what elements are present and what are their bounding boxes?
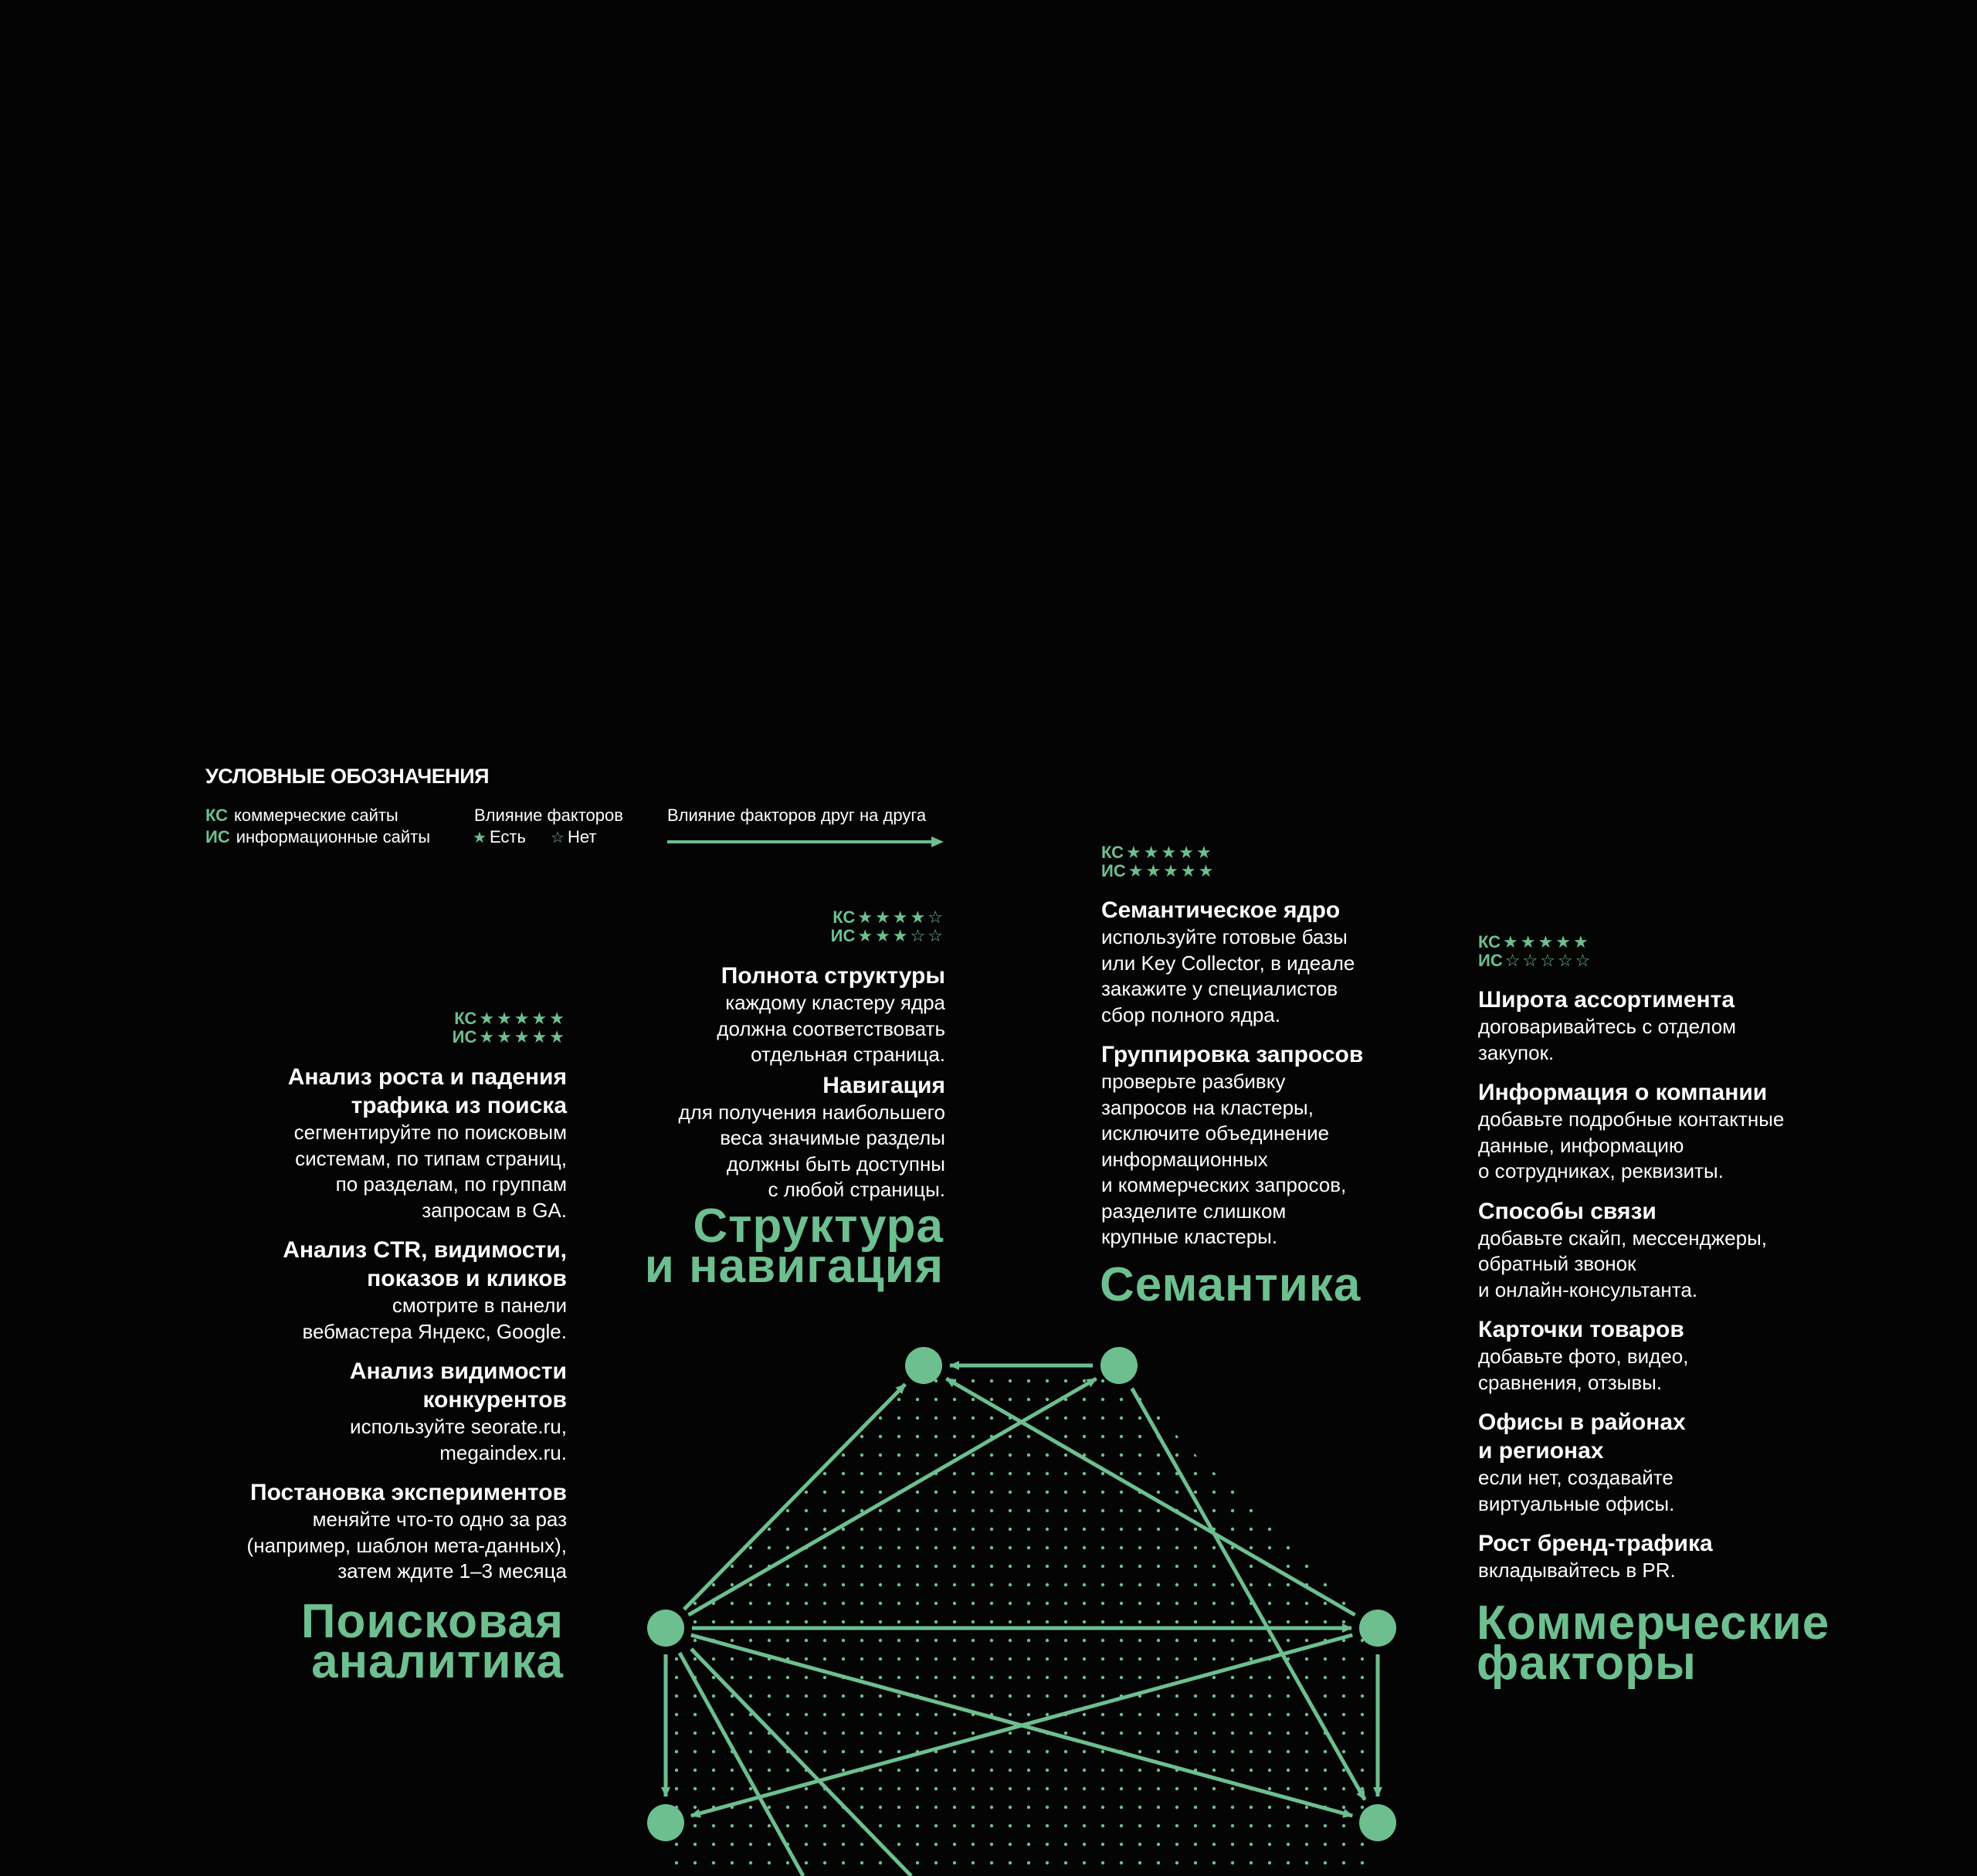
filled-star-icon: ★ xyxy=(1128,861,1144,880)
node-bottomR xyxy=(1359,1804,1396,1841)
filled-star-icon: ★ xyxy=(1163,861,1178,880)
semantics-rating-is xyxy=(1101,862,1216,880)
filled-star-icon: ★ xyxy=(875,926,890,945)
filled-star-icon: ★ xyxy=(892,907,908,927)
item-text: меняйте что-то одно за раз xyxy=(312,1508,567,1531)
item-text: закажите у специалистов xyxy=(1101,977,1338,1000)
semantics-item xyxy=(1101,1040,1363,1250)
semantics-item xyxy=(1101,896,1363,1028)
rating-tag: ИС xyxy=(452,1027,477,1047)
filled-star-icon: ★ xyxy=(479,1027,495,1047)
item-text: крупные кластеры. xyxy=(1101,1225,1278,1248)
commercial-item xyxy=(1478,1197,1784,1304)
rating-tag: ИС xyxy=(830,926,856,945)
analytics-rating xyxy=(432,1009,567,1047)
item-text: сегментируйте по поисковым xyxy=(293,1121,567,1144)
filled-star-icon: ★ xyxy=(1555,932,1571,952)
item-text: виртуальные офисы. xyxy=(1478,1491,1675,1515)
filled-star-icon: ★ xyxy=(531,1027,548,1047)
item-text: по разделам, по группам xyxy=(335,1172,567,1196)
semantics-title xyxy=(1100,1258,1362,1311)
item-heading: Анализ роста и падения xyxy=(287,1064,567,1090)
item-text: договаривайтесь с отделом xyxy=(1478,1015,1737,1038)
item-text: должна соответствовать xyxy=(717,1016,945,1040)
item-text: добавьте скайп, мессенджеры, xyxy=(1478,1226,1768,1250)
analytics-items xyxy=(178,1063,567,1585)
filled-star-icon: ★ xyxy=(497,1009,512,1028)
item-heading: Анализ видимости xyxy=(349,1359,567,1384)
legend-is xyxy=(205,826,430,848)
rating-tag: КС xyxy=(1101,843,1124,862)
item-text: закупок. xyxy=(1478,1040,1555,1064)
commercial-items xyxy=(1478,985,1784,1584)
filled-star-icon: ★ xyxy=(1126,843,1141,862)
item-text: каждому кластеру ядра xyxy=(725,991,945,1014)
commercial-title-line2: факторы xyxy=(1477,1637,1697,1690)
no-label: Нет xyxy=(567,827,597,846)
legend-arrow-icon xyxy=(667,834,945,850)
semantics-title-line1: Семантика xyxy=(1100,1258,1362,1311)
item-text: используйте seorate.ru, xyxy=(350,1415,567,1438)
commercial-item xyxy=(1478,1408,1784,1517)
filled-star-icon: ★ xyxy=(910,907,926,927)
empty-star-icon: ☆ xyxy=(1575,951,1591,970)
item-text: о сотрудниках, реквизиты. xyxy=(1478,1159,1724,1182)
semantics-rating xyxy=(1101,843,1216,880)
item-text: веса значимые разделы xyxy=(720,1126,945,1149)
filled-star-icon: ★ xyxy=(1178,843,1194,862)
item-heading: Полнота структуры xyxy=(721,963,945,989)
item-text: исключите объединение xyxy=(1101,1121,1330,1145)
empty-star-icon: ☆ xyxy=(927,926,943,945)
item-text: должны быть доступны xyxy=(726,1152,945,1175)
rating-tag: КС xyxy=(1478,932,1501,952)
item-heading: Широта ассортимента xyxy=(1478,987,1735,1013)
influence-legend xyxy=(473,826,596,849)
analytics-item xyxy=(178,1357,567,1466)
filled-star-icon: ★ xyxy=(1161,843,1177,862)
item-text: данные, информацию xyxy=(1478,1133,1684,1157)
structure-rating-ks xyxy=(803,908,945,927)
commercial-item xyxy=(1478,1078,1784,1185)
filled-star-icon: ★ xyxy=(1145,861,1161,880)
is-tag: ИС xyxy=(205,827,230,846)
item-text: системам, по типам страниц, xyxy=(295,1146,567,1170)
filled-star-icon: ★ xyxy=(857,926,873,945)
filled-star-icon: ★ xyxy=(1503,932,1518,952)
rating-tag: КС xyxy=(833,907,856,927)
semantics-items xyxy=(1101,896,1363,1250)
legend-ks xyxy=(205,805,398,826)
empty-star-icon: ☆ xyxy=(1540,951,1555,970)
structure-item xyxy=(618,962,945,1068)
commercial-title xyxy=(1477,1596,1830,1690)
structure-items xyxy=(618,962,945,1203)
item-text: проверьте разбивку xyxy=(1101,1070,1286,1093)
item-heading: Навигация xyxy=(822,1072,945,1098)
empty-star-icon: ☆ xyxy=(1557,951,1573,970)
ks-label: коммерческие сайты xyxy=(234,806,398,825)
structure-title-line1: Структура xyxy=(693,1199,944,1253)
legend-title: УСЛОВНЫЕ ОБОЗНАЧЕНИЯ xyxy=(205,765,490,788)
filled-star-icon: ★ xyxy=(1198,861,1214,880)
item-text: сравнения, отзывы. xyxy=(1478,1370,1663,1394)
item-heading: Карточки товаров xyxy=(1478,1317,1684,1342)
item-text: или Key Collector, в идеале xyxy=(1101,951,1355,975)
empty-star-icon: ☆ xyxy=(1522,951,1538,970)
rating-tag: КС xyxy=(454,1009,477,1028)
item-text: информационных xyxy=(1101,1147,1268,1171)
analytics-item xyxy=(178,1236,567,1345)
filled-star-icon: ★ xyxy=(1538,932,1554,952)
structure-title xyxy=(602,1199,944,1293)
analytics-rating-is xyxy=(432,1028,567,1047)
structure-rating xyxy=(803,908,945,945)
item-text: вебмастера Яндекс, Google. xyxy=(302,1319,567,1343)
item-text: смотрите в панели xyxy=(392,1294,567,1317)
node-structure xyxy=(905,1347,942,1384)
commercial-item xyxy=(1478,985,1784,1066)
influence-title: Влияние факторов xyxy=(474,806,623,825)
filled-star-icon: ★ xyxy=(1520,932,1536,952)
item-text: запросов на кластеры, xyxy=(1101,1095,1314,1119)
filled-star-icon: ★ xyxy=(1572,932,1589,952)
is-label: информационные сайты xyxy=(236,827,431,846)
commercial-item xyxy=(1478,1315,1784,1396)
filled-star-icon: ★ xyxy=(857,907,873,927)
commercial-item xyxy=(1478,1529,1784,1584)
commercial-rating-is xyxy=(1478,952,1592,970)
item-text: и онлайн-консультанта. xyxy=(1478,1277,1698,1301)
item-text: с любой страницы. xyxy=(768,1178,945,1201)
item-heading: Семантическое ядро xyxy=(1101,897,1341,923)
item-text: и коммерческих запросов, xyxy=(1101,1173,1347,1196)
ks-tag: КС xyxy=(205,806,229,825)
item-heading: Группировка запросов xyxy=(1101,1042,1364,1067)
item-text: затем ждите 1–3 месяца xyxy=(337,1559,567,1583)
item-text: используйте готовые базы xyxy=(1101,925,1348,948)
item-text: обратный звонок xyxy=(1478,1252,1636,1275)
filled-star-icon: ★ xyxy=(479,1009,495,1028)
item-text: запросам в GA. xyxy=(422,1198,567,1222)
filled-star-icon: ★ xyxy=(531,1009,548,1028)
item-text: megaindex.ru. xyxy=(439,1440,567,1464)
filled-star-icon: ★ xyxy=(514,1027,530,1047)
node-commercial xyxy=(1359,1610,1396,1647)
semantics-rating-ks xyxy=(1101,843,1216,862)
analytics-item xyxy=(178,1063,567,1223)
filled-star-icon: ★ xyxy=(549,1027,565,1047)
analytics-rating-ks xyxy=(432,1009,567,1028)
structure-item xyxy=(618,1071,945,1203)
structure-rating-is xyxy=(803,927,945,945)
yes-label: Есть xyxy=(489,827,526,846)
filled-star-icon: ★ xyxy=(1143,843,1159,862)
analytics-item xyxy=(178,1478,567,1585)
analytics-title-line2: аналитика xyxy=(311,1635,564,1688)
filled-star-icon: ★ xyxy=(514,1009,530,1028)
empty-star-icon: ☆ xyxy=(551,829,565,846)
filled-star-icon: ★ xyxy=(497,1027,512,1047)
item-text: если нет, создавайте xyxy=(1478,1466,1673,1489)
mutual-title: Влияние факторов друг на друга xyxy=(667,806,927,825)
structure-title-line2: и навигация xyxy=(644,1240,944,1293)
item-text: отдельная страница. xyxy=(751,1043,945,1066)
item-heading: трафика из поиска xyxy=(351,1093,567,1118)
empty-star-icon: ☆ xyxy=(1504,951,1521,970)
item-heading: Способы связи xyxy=(1478,1198,1657,1224)
filled-star-icon: ★ xyxy=(549,1009,565,1028)
item-text: сбор полного ядра. xyxy=(1101,1002,1280,1026)
item-heading: Офисы в районах xyxy=(1478,1410,1686,1435)
item-heading: конкурентов xyxy=(422,1387,567,1413)
item-heading: Постановка экспериментов xyxy=(250,1480,567,1505)
filled-star-icon: ★ xyxy=(1180,861,1196,880)
analytics-title xyxy=(178,1595,564,1688)
filled-star-icon: ★ xyxy=(892,926,908,945)
analytics-title-line1: Поисковая xyxy=(300,1595,564,1648)
item-heading: Рост бренд-трафика xyxy=(1478,1531,1713,1556)
item-text: (например, шаблон мета-данных), xyxy=(246,1533,567,1557)
node-bottomL xyxy=(647,1804,684,1841)
item-text: добавьте фото, видео, xyxy=(1478,1345,1689,1368)
commercial-rating-ks xyxy=(1478,933,1592,952)
commercial-title-line1: Коммерческие xyxy=(1477,1596,1830,1650)
item-heading: показов и кликов xyxy=(367,1266,567,1291)
rating-tag: ИС xyxy=(1101,861,1126,880)
filled-star-icon: ★ xyxy=(473,829,487,846)
filled-star-icon: ★ xyxy=(1195,843,1212,862)
rating-tag: ИС xyxy=(1478,951,1503,970)
item-text: добавьте подробные контактные xyxy=(1478,1108,1785,1131)
node-semantics xyxy=(1100,1347,1138,1384)
item-text: для получения наибольшего xyxy=(678,1100,945,1124)
item-heading: Анализ CTR, видимости, xyxy=(283,1237,567,1263)
item-heading: Информация о компании xyxy=(1478,1080,1768,1105)
empty-star-icon: ☆ xyxy=(927,907,943,927)
item-text: вкладывайтесь в PR. xyxy=(1478,1559,1676,1582)
item-text: разделите слишком xyxy=(1101,1199,1287,1223)
item-heading: и регионах xyxy=(1478,1438,1604,1464)
filled-star-icon: ★ xyxy=(875,907,890,927)
node-analytics xyxy=(647,1610,684,1647)
commercial-rating xyxy=(1478,933,1592,970)
empty-star-icon: ☆ xyxy=(910,926,926,945)
